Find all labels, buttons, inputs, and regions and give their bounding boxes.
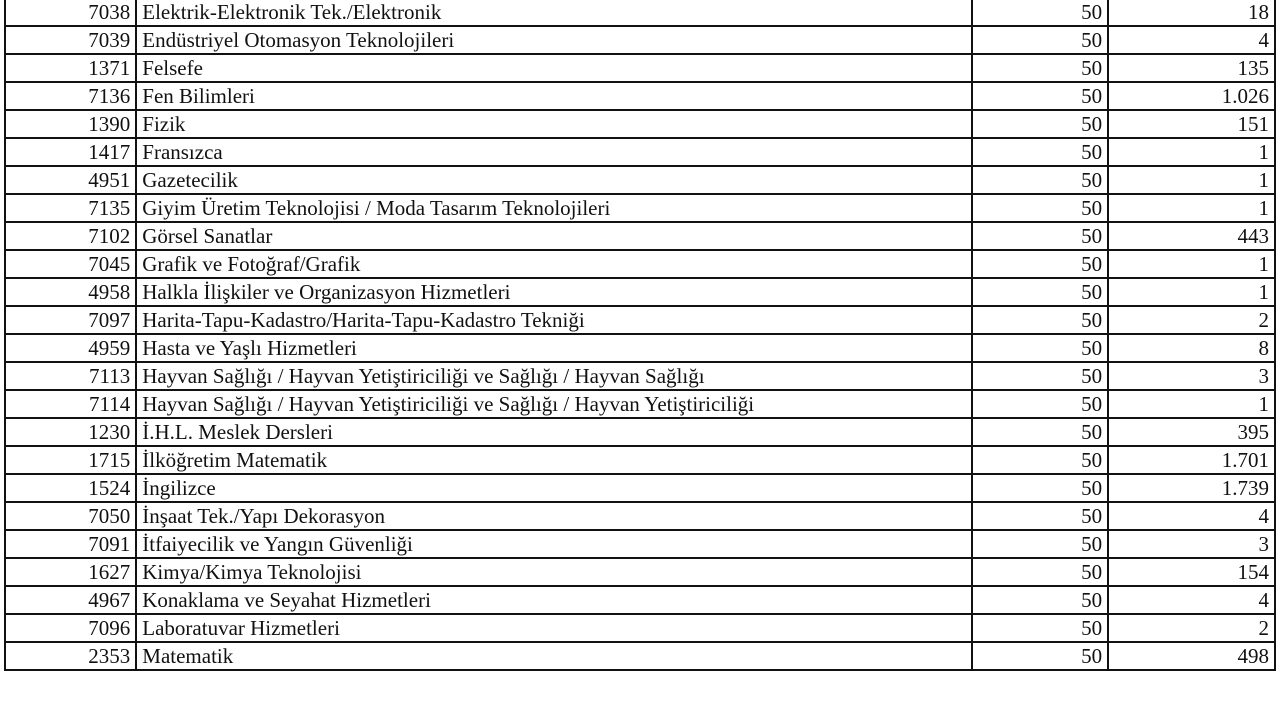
quota-cell: 50 bbox=[972, 194, 1108, 222]
table-row bbox=[5, 362, 1275, 390]
count-cell: 1.701 bbox=[1108, 446, 1275, 474]
quota-cell: 50 bbox=[972, 502, 1108, 530]
table-row bbox=[5, 418, 1275, 446]
count-cell: 4 bbox=[1108, 586, 1275, 614]
branch-name-cell: Gazetecilik bbox=[136, 166, 971, 194]
quota-cell: 50 bbox=[972, 0, 1108, 26]
count-cell: 2 bbox=[1108, 614, 1275, 642]
quota-cell: 50 bbox=[972, 614, 1108, 642]
quota-cell: 50 bbox=[972, 558, 1108, 586]
branch-code-cell: 1627 bbox=[5, 558, 136, 586]
table-row bbox=[5, 502, 1275, 530]
branch-name-cell: İlköğretim Matematik bbox=[136, 446, 971, 474]
quota-cell: 50 bbox=[972, 586, 1108, 614]
branch-name-cell: Fransızca bbox=[136, 138, 971, 166]
branch-name-cell: İngilizce bbox=[136, 474, 971, 502]
count-cell: 498 bbox=[1108, 642, 1275, 670]
branch-code-cell: 7096 bbox=[5, 614, 136, 642]
table-row bbox=[5, 446, 1275, 474]
table-row bbox=[5, 530, 1275, 558]
table-row bbox=[5, 390, 1275, 418]
data-table bbox=[4, 0, 1276, 671]
table-row bbox=[5, 82, 1275, 110]
branch-name-cell: İnşaat Tek./Yapı Dekorasyon bbox=[136, 502, 971, 530]
branch-code-cell: 1524 bbox=[5, 474, 136, 502]
quota-cell: 50 bbox=[972, 390, 1108, 418]
quota-cell: 50 bbox=[972, 530, 1108, 558]
quota-cell: 50 bbox=[972, 642, 1108, 670]
count-cell: 1.026 bbox=[1108, 82, 1275, 110]
table-row bbox=[5, 138, 1275, 166]
table-row bbox=[5, 222, 1275, 250]
quota-cell: 50 bbox=[972, 334, 1108, 362]
branch-code-cell: 2353 bbox=[5, 642, 136, 670]
branch-name-cell: Harita-Tapu-Kadastro/Harita-Tapu-Kadastro Tekniği bbox=[136, 306, 971, 334]
table-row bbox=[5, 250, 1275, 278]
table-row bbox=[5, 642, 1275, 670]
table-row bbox=[5, 306, 1275, 334]
table-row bbox=[5, 558, 1275, 586]
count-cell: 395 bbox=[1108, 418, 1275, 446]
table-row bbox=[5, 614, 1275, 642]
branch-code-cell: 4959 bbox=[5, 334, 136, 362]
quota-cell: 50 bbox=[972, 278, 1108, 306]
quota-cell: 50 bbox=[972, 166, 1108, 194]
quota-cell: 50 bbox=[972, 54, 1108, 82]
branch-code-cell: 7091 bbox=[5, 530, 136, 558]
branch-code-cell: 7113 bbox=[5, 362, 136, 390]
table-row bbox=[5, 278, 1275, 306]
quota-cell: 50 bbox=[972, 418, 1108, 446]
quota-cell: 50 bbox=[972, 110, 1108, 138]
branch-name-cell: İ.H.L. Meslek Dersleri bbox=[136, 418, 971, 446]
branch-name-cell: İtfaiyecilik ve Yangın Güvenliği bbox=[136, 530, 971, 558]
branch-name-cell: Hayvan Sağlığı / Hayvan Yetiştiriciliği ve Sağlığı / Hayvan Yetiştiriciliği bbox=[136, 390, 971, 418]
quota-cell: 50 bbox=[972, 474, 1108, 502]
branch-code-cell: 4951 bbox=[5, 166, 136, 194]
branch-code-cell: 4958 bbox=[5, 278, 136, 306]
branch-name-cell: Felsefe bbox=[136, 54, 971, 82]
count-cell: 151 bbox=[1108, 110, 1275, 138]
table-row bbox=[5, 194, 1275, 222]
branch-code-cell: 7045 bbox=[5, 250, 136, 278]
count-cell: 4 bbox=[1108, 502, 1275, 530]
count-cell: 1 bbox=[1108, 166, 1275, 194]
quota-cell: 50 bbox=[972, 138, 1108, 166]
branch-code-cell: 1230 bbox=[5, 418, 136, 446]
branch-code-cell: 7114 bbox=[5, 390, 136, 418]
count-cell: 135 bbox=[1108, 54, 1275, 82]
branch-code-cell: 1371 bbox=[5, 54, 136, 82]
table-row bbox=[5, 54, 1275, 82]
quota-cell: 50 bbox=[972, 362, 1108, 390]
branch-name-cell: Kimya/Kimya Teknolojisi bbox=[136, 558, 971, 586]
branch-code-cell: 7097 bbox=[5, 306, 136, 334]
branch-code-cell: 7102 bbox=[5, 222, 136, 250]
count-cell: 8 bbox=[1108, 334, 1275, 362]
quota-cell: 50 bbox=[972, 306, 1108, 334]
branch-name-cell: Fen Bilimleri bbox=[136, 82, 971, 110]
branch-code-cell: 1715 bbox=[5, 446, 136, 474]
branch-name-cell: Görsel Sanatlar bbox=[136, 222, 971, 250]
branch-name-cell: Elektrik-Elektronik Tek./Elektronik bbox=[136, 0, 971, 26]
branch-name-cell: Hasta ve Yaşlı Hizmetleri bbox=[136, 334, 971, 362]
count-cell: 3 bbox=[1108, 530, 1275, 558]
table-row bbox=[5, 334, 1275, 362]
table-body bbox=[5, 0, 1275, 670]
table-row bbox=[5, 0, 1275, 26]
count-cell: 1 bbox=[1108, 194, 1275, 222]
count-cell: 18 bbox=[1108, 0, 1275, 26]
branch-code-cell: 7135 bbox=[5, 194, 136, 222]
table-row bbox=[5, 586, 1275, 614]
branch-code-cell: 7039 bbox=[5, 26, 136, 54]
branch-name-cell: Matematik bbox=[136, 642, 971, 670]
count-cell: 1 bbox=[1108, 390, 1275, 418]
branch-code-cell: 7038 bbox=[5, 0, 136, 26]
quota-cell: 50 bbox=[972, 82, 1108, 110]
branch-code-cell: 1417 bbox=[5, 138, 136, 166]
count-cell: 3 bbox=[1108, 362, 1275, 390]
quota-cell: 50 bbox=[972, 446, 1108, 474]
branch-code-cell: 4967 bbox=[5, 586, 136, 614]
count-cell: 1 bbox=[1108, 250, 1275, 278]
quota-cell: 50 bbox=[972, 250, 1108, 278]
quota-cell: 50 bbox=[972, 222, 1108, 250]
count-cell: 4 bbox=[1108, 26, 1275, 54]
count-cell: 443 bbox=[1108, 222, 1275, 250]
count-cell: 2 bbox=[1108, 306, 1275, 334]
branch-code-cell: 7050 bbox=[5, 502, 136, 530]
table-row bbox=[5, 474, 1275, 502]
quota-cell: 50 bbox=[972, 26, 1108, 54]
count-cell: 1 bbox=[1108, 138, 1275, 166]
branch-name-cell: Konaklama ve Seyahat Hizmetleri bbox=[136, 586, 971, 614]
count-cell: 154 bbox=[1108, 558, 1275, 586]
branch-code-cell: 7136 bbox=[5, 82, 136, 110]
branch-name-cell: Giyim Üretim Teknolojisi / Moda Tasarım Teknolojileri bbox=[136, 194, 971, 222]
branch-name-cell: Fizik bbox=[136, 110, 971, 138]
branch-name-cell: Halkla İlişkiler ve Organizasyon Hizmetleri bbox=[136, 278, 971, 306]
table-row bbox=[5, 166, 1275, 194]
count-cell: 1 bbox=[1108, 278, 1275, 306]
branch-name-cell: Hayvan Sağlığı / Hayvan Yetiştiriciliği ve Sağlığı / Hayvan Sağlığı bbox=[136, 362, 971, 390]
branch-name-cell: Laboratuvar Hizmetleri bbox=[136, 614, 971, 642]
table-row bbox=[5, 110, 1275, 138]
branch-name-cell: Endüstriyel Otomasyon Teknolojileri bbox=[136, 26, 971, 54]
branch-name-cell: Grafik ve Fotoğraf/Grafik bbox=[136, 250, 971, 278]
table-row bbox=[5, 26, 1275, 54]
branch-code-cell: 1390 bbox=[5, 110, 136, 138]
count-cell: 1.739 bbox=[1108, 474, 1275, 502]
